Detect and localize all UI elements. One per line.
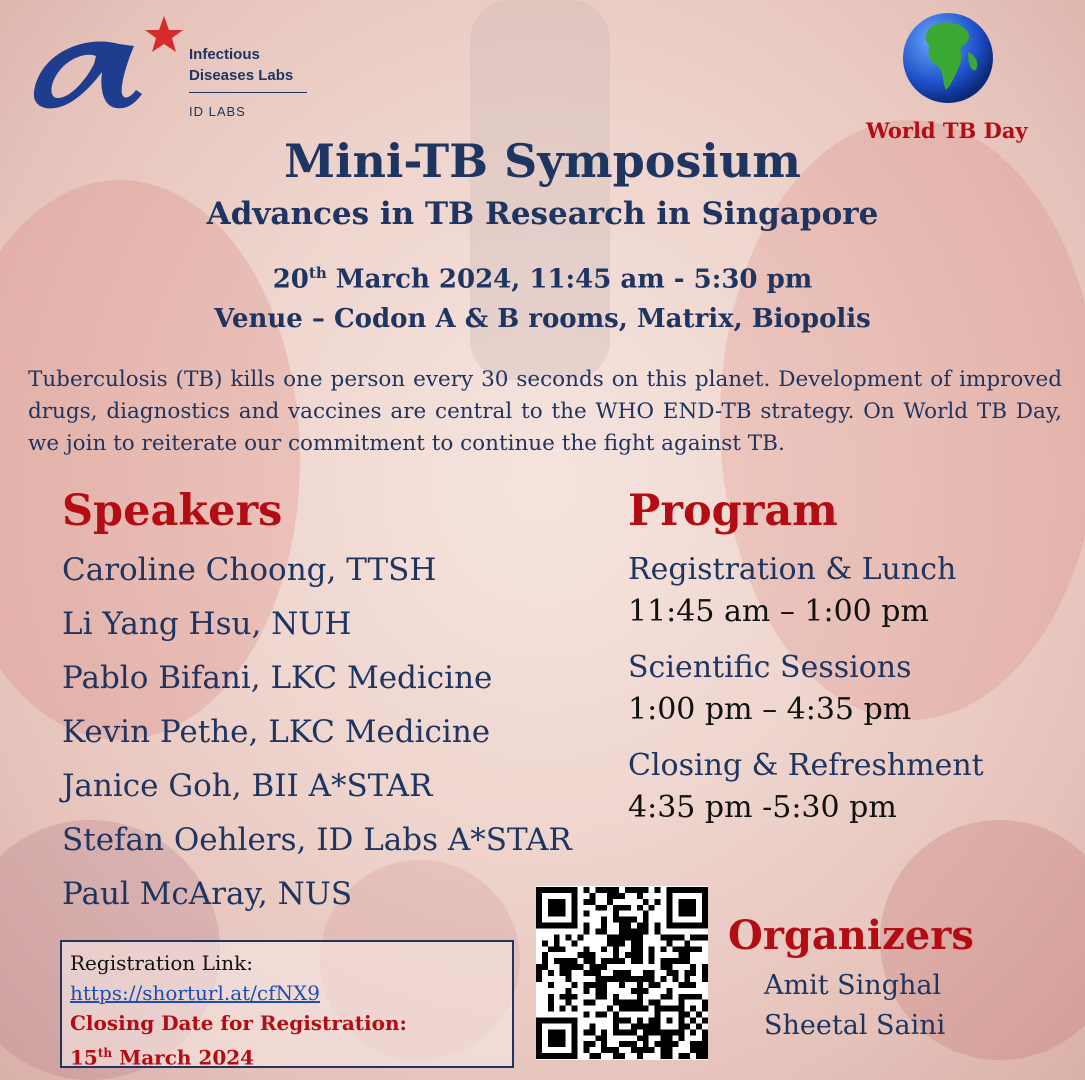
event-date — [0, 264, 1085, 295]
program-item-time: 1:00 pm – 4:35 pm — [628, 692, 912, 727]
closing-day: 15 — [70, 1045, 98, 1070]
program-list — [628, 552, 984, 846]
program-item-time: 4:35 pm -5:30 pm — [628, 790, 897, 825]
logo-line1: Infectious — [189, 46, 260, 63]
program-item-time: 11:45 am – 1:00 pm — [628, 594, 929, 629]
speaker-item: Paul McAray, NUS — [62, 876, 353, 912]
logo-line3: ID LABS — [189, 104, 246, 119]
closing-sup: th — [97, 1046, 113, 1060]
closing-date-label: Closing Date for Registration: — [70, 1011, 407, 1035]
program-item — [628, 650, 984, 748]
globe-icon — [902, 12, 994, 104]
closing-rest: March 2024 — [112, 1045, 255, 1070]
speakers-heading: Speakers — [62, 486, 283, 536]
qr-code[interactable] — [536, 886, 708, 1060]
program-item-name: Closing & Refreshment — [628, 748, 984, 783]
world-tb-day-label: World TB Day — [866, 118, 1028, 143]
program-item — [628, 552, 984, 650]
registration-label: Registration Link: — [70, 951, 254, 975]
date-day: 20 — [272, 264, 309, 295]
registration-link[interactable]: https://shorturl.at/cfNX9 — [70, 981, 320, 1005]
closing-date — [70, 1038, 504, 1073]
speaker-item: Stefan Oehlers, ID Labs A*STAR — [62, 822, 572, 858]
program-heading: Program — [628, 486, 838, 536]
speaker-item: Janice Goh, BII A*STAR — [62, 768, 433, 804]
organizers-heading: Organizers — [728, 912, 974, 959]
organizer-name: Amit Singhal — [764, 970, 942, 1001]
organizers-list — [764, 966, 945, 1046]
speaker-item: Li Yang Hsu, NUH — [62, 606, 352, 642]
logo-line2: Diseases Labs — [189, 67, 294, 84]
date-rest: March 2024, 11:45 am - 5:30 pm — [326, 264, 813, 295]
page-subtitle: Advances in TB Research in Singapore — [206, 196, 879, 232]
speaker-item: Kevin Pethe, LKC Medicine — [62, 714, 491, 750]
astar-a-icon — [24, 14, 184, 124]
speaker-item: Pablo Bifani, LKC Medicine — [62, 660, 493, 696]
page-title: Mini-TB Symposium — [284, 134, 801, 188]
program-item — [628, 748, 984, 846]
intro-paragraph: Tuberculosis (TB) kills one person every 30 seconds on this planet. Development of improved drugs, diagnostics and vaccines are central to the WHO END-TB strategy. On World TB Day, we join to reiterate our commitment to continue the fight against TB. — [28, 367, 1062, 456]
date-sup: th — [308, 264, 327, 282]
logo-divider — [189, 92, 307, 93]
event-venue: Venue – Codon A & B rooms, Matrix, Biopolis — [214, 304, 871, 334]
organizer-name: Sheetal Saini — [764, 1010, 946, 1041]
speaker-item: Caroline Choong, TTSH — [62, 552, 437, 588]
astar-logo — [24, 14, 324, 124]
registration-box — [60, 940, 514, 1068]
program-item-name: Scientific Sessions — [628, 650, 912, 685]
program-item-name: Registration & Lunch — [628, 552, 957, 587]
speakers-list — [62, 552, 572, 930]
